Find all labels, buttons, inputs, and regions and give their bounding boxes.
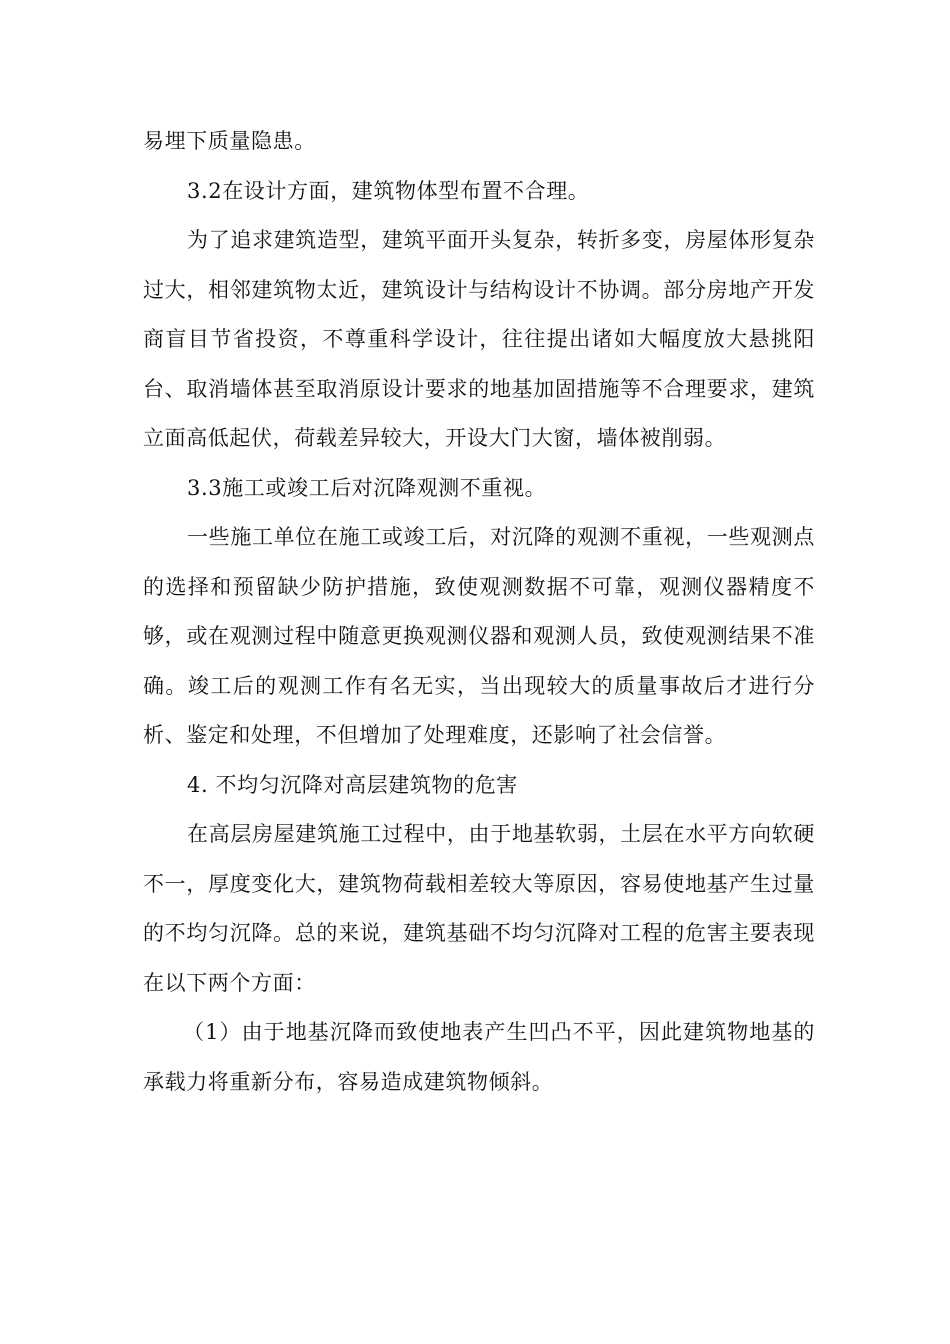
section-heading-3-2: 3.2在设计方面，建筑物体型布置不合理。 [187, 178, 590, 203]
section-heading-4: 4. 不均匀沉降对高层建筑物的危害 [187, 772, 518, 797]
paragraph-design-issues: 为了追求建筑造型，建筑平面开头复杂，转折多变，房屋体形复杂过大，相邻建筑物太近，建筑设计与结构设计不协调。部分房地产开发商盲目节省投资，不尊重科学设计，往往提出诸如大幅度放大悬挑阳台、取消墙体甚至取消原设计要求的地基加固措施等不合理要求，建筑立面高低起伏，荷载差异较大，开设大门大窗，墙体被削弱。 [143, 228, 815, 450]
paragraph-continuation: 易埋下质量隐患。 [143, 129, 316, 153]
section-heading-3-3: 3.3施工或竣工后对沉降观测不重视。 [187, 475, 547, 500]
paragraph-observation-issues: 一些施工单位在施工或竣工后，对沉降的观测不重视，一些观测点的选择和预留缺少防护措施，致使观测数据不可靠，观测仪器精度不够，或在观测过程中随意更换观测仪器和观测人员，致使观测结果不准确。竣工后的观测工作有名无实，当出现较大的质量事故后才进行分析、鉴定和处理，不但增加了处理难度，还影响了社会信誉。 [143, 525, 815, 747]
document-body [143, 117, 815, 1107]
paragraph-settlement-hazards: 在高层房屋建筑施工过程中，由于地基软弱，土层在水平方向软硬不一，厚度变化大，建筑物荷载相差较大等原因，容易使地基产生过量的不均匀沉降。总的来说，建筑基础不均匀沉降对工程的危害主要表现在以下两个方面： [143, 822, 815, 995]
list-item-1: （1）由于地基沉降而致使地表产生凹凸不平，因此建筑物地基的承载力将重新分布，容易造成建筑物倾斜。 [143, 1020, 815, 1094]
